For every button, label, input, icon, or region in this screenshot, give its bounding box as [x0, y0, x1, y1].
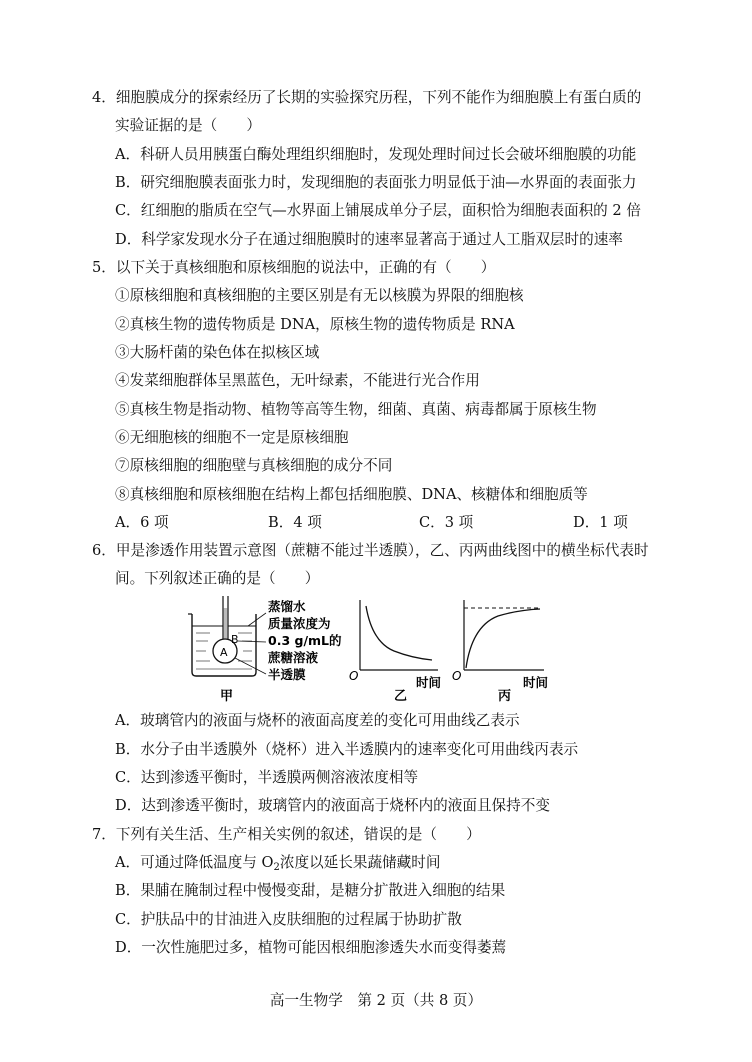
q7-option-c: C．护肤品中的甘油进入皮肤细胞的过程属于协助扩散 [115, 911, 462, 928]
caption-bing: 丙 [498, 689, 512, 704]
caption-jia: 甲 [220, 689, 234, 704]
q4-option-a: A．科研人员用胰蛋白酶处理组织细胞时，发现处理时间过长会破坏细胞膜的功能 [115, 146, 637, 163]
q5-statement-4: ④发菜细胞群体呈黑蓝色，无叶绿素，不能进行光合作用 [115, 372, 480, 389]
q6-option-b: B．水分子由半透膜外（烧杯）进入半透膜内的速率变化可用曲线丙表示 [115, 741, 579, 758]
graph-yi-decay-curve [366, 606, 432, 660]
q5-statement-2: ②真核生物的遗传物质是 DNA，原核生物的遗传物质是 RNA [115, 316, 515, 333]
q7-stem: 7．下列有关生活、生产相关实例的叙述，错误的是（ ） [92, 826, 481, 843]
q7-option-b: B．果脯在腌制过程中慢慢变甜，是糖分扩散进入细胞的结果 [115, 882, 506, 899]
q7-option-d: D．一次性施肥过多，植物可能因根细胞渗透失水而变得萎蔫 [115, 939, 507, 956]
q6-option-c: C．达到渗透平衡时，半透膜两侧溶液浓度相等 [115, 769, 419, 786]
q5-option-d: D．1 项 [573, 514, 628, 531]
q5-option-b: B．4 项 [268, 514, 322, 531]
q5-statement-7: ⑦原核细胞的细胞壁与真核细胞的成分不同 [115, 457, 393, 474]
q7-option-a-text-post: 浓度以延长果蔬储藏时间 [279, 854, 441, 871]
q6-stem-line2: 间。下列叙述正确的是（ ） [115, 570, 320, 587]
q6-option-a: A．玻璃管内的液面与烧杯的液面高度差的变化可用曲线乙表示 [115, 712, 520, 729]
graph-yi-origin: O [349, 669, 359, 683]
q4-stem-line1: 4．细胞膜成分的探索经历了长期的实验探究历程，下列不能作为细胞膜上有蛋白质的 [92, 89, 642, 106]
marker-b: B [231, 633, 239, 646]
q6-figure [180, 596, 560, 706]
q7-option-a [115, 853, 440, 873]
q6-option-d: D．达到渗透平衡时，玻璃管内的液面高于烧杯内的液面且保持不变 [115, 797, 550, 814]
q4-stem-line2: 实验证据的是（ ） [115, 117, 261, 134]
page-footer: 高一生物学 第 2 页（共 8 页） [269, 992, 483, 1009]
q5-statement-5: ⑤真核生物是指动物、植物等高等生物，细菌、真菌、病毒都属于原核生物 [115, 401, 597, 418]
graph-yi-time-label: 时间 [416, 675, 442, 690]
q6-stem-line1: 6．甲是渗透作用装置示意图（蔗糖不能过半透膜），乙、丙两曲线图中的横坐标代表时 [92, 542, 649, 559]
graph-bing [452, 600, 549, 704]
label-concentration-line1: 质量浓度为 [268, 616, 331, 631]
graph-yi [349, 600, 442, 704]
graph-bing-origin: O [452, 669, 462, 683]
q7-option-a-subscript: 2 [273, 862, 280, 873]
q4-option-c: C．红细胞的脂质在空气—水界面上铺展成单分子层，面积恰为细胞表面积的 2 倍 [115, 202, 641, 219]
q7-option-a-text-pre: A．可通过降低温度与 O [115, 854, 274, 871]
tube-liquid-column [224, 608, 228, 642]
osmosis-apparatus-diagram [188, 596, 342, 704]
q5-stem: 5．以下关于真核细胞和原核细胞的说法中，正确的有（ ） [92, 259, 496, 276]
leader-lines [235, 613, 266, 674]
q5-statement-6: ⑥无细胞核的细胞不一定是原核细胞 [115, 429, 349, 446]
label-concentration-line2: 0.3 g/mL的 [268, 633, 342, 648]
q5-statement-1: ①原核细胞和真核细胞的主要区别是有无以核膜为界限的细胞核 [115, 287, 524, 304]
q4-option-b: B．研究细胞膜表面张力时，发现细胞的表面张力明显低于油—水界面的表面张力 [115, 174, 637, 191]
label-distilled-water: 蒸馏水 [268, 599, 306, 614]
label-sucrose-solution: 蔗糖溶液 [268, 650, 319, 665]
graph-bing-saturation-curve [466, 609, 540, 668]
marker-a: A [220, 646, 228, 659]
q4-option-d: D．科学家发现水分子在通过细胞膜时的速率显著高于通过人工脂双层时的速率 [115, 231, 623, 248]
q5-statement-3: ③大肠杆菌的染色体在拟核区域 [115, 344, 320, 361]
caption-yi: 乙 [394, 689, 408, 704]
q5-statement-8: ⑧真核细胞和原核细胞在结构上都包括细胞膜、DNA、核糖体和细胞质等 [115, 486, 588, 503]
graph-bing-time-label: 时间 [523, 675, 549, 690]
q5-option-a: A．6 项 [115, 514, 169, 531]
q5-option-c: C．3 项 [419, 514, 474, 531]
label-semipermeable-membrane: 半透膜 [268, 667, 306, 682]
